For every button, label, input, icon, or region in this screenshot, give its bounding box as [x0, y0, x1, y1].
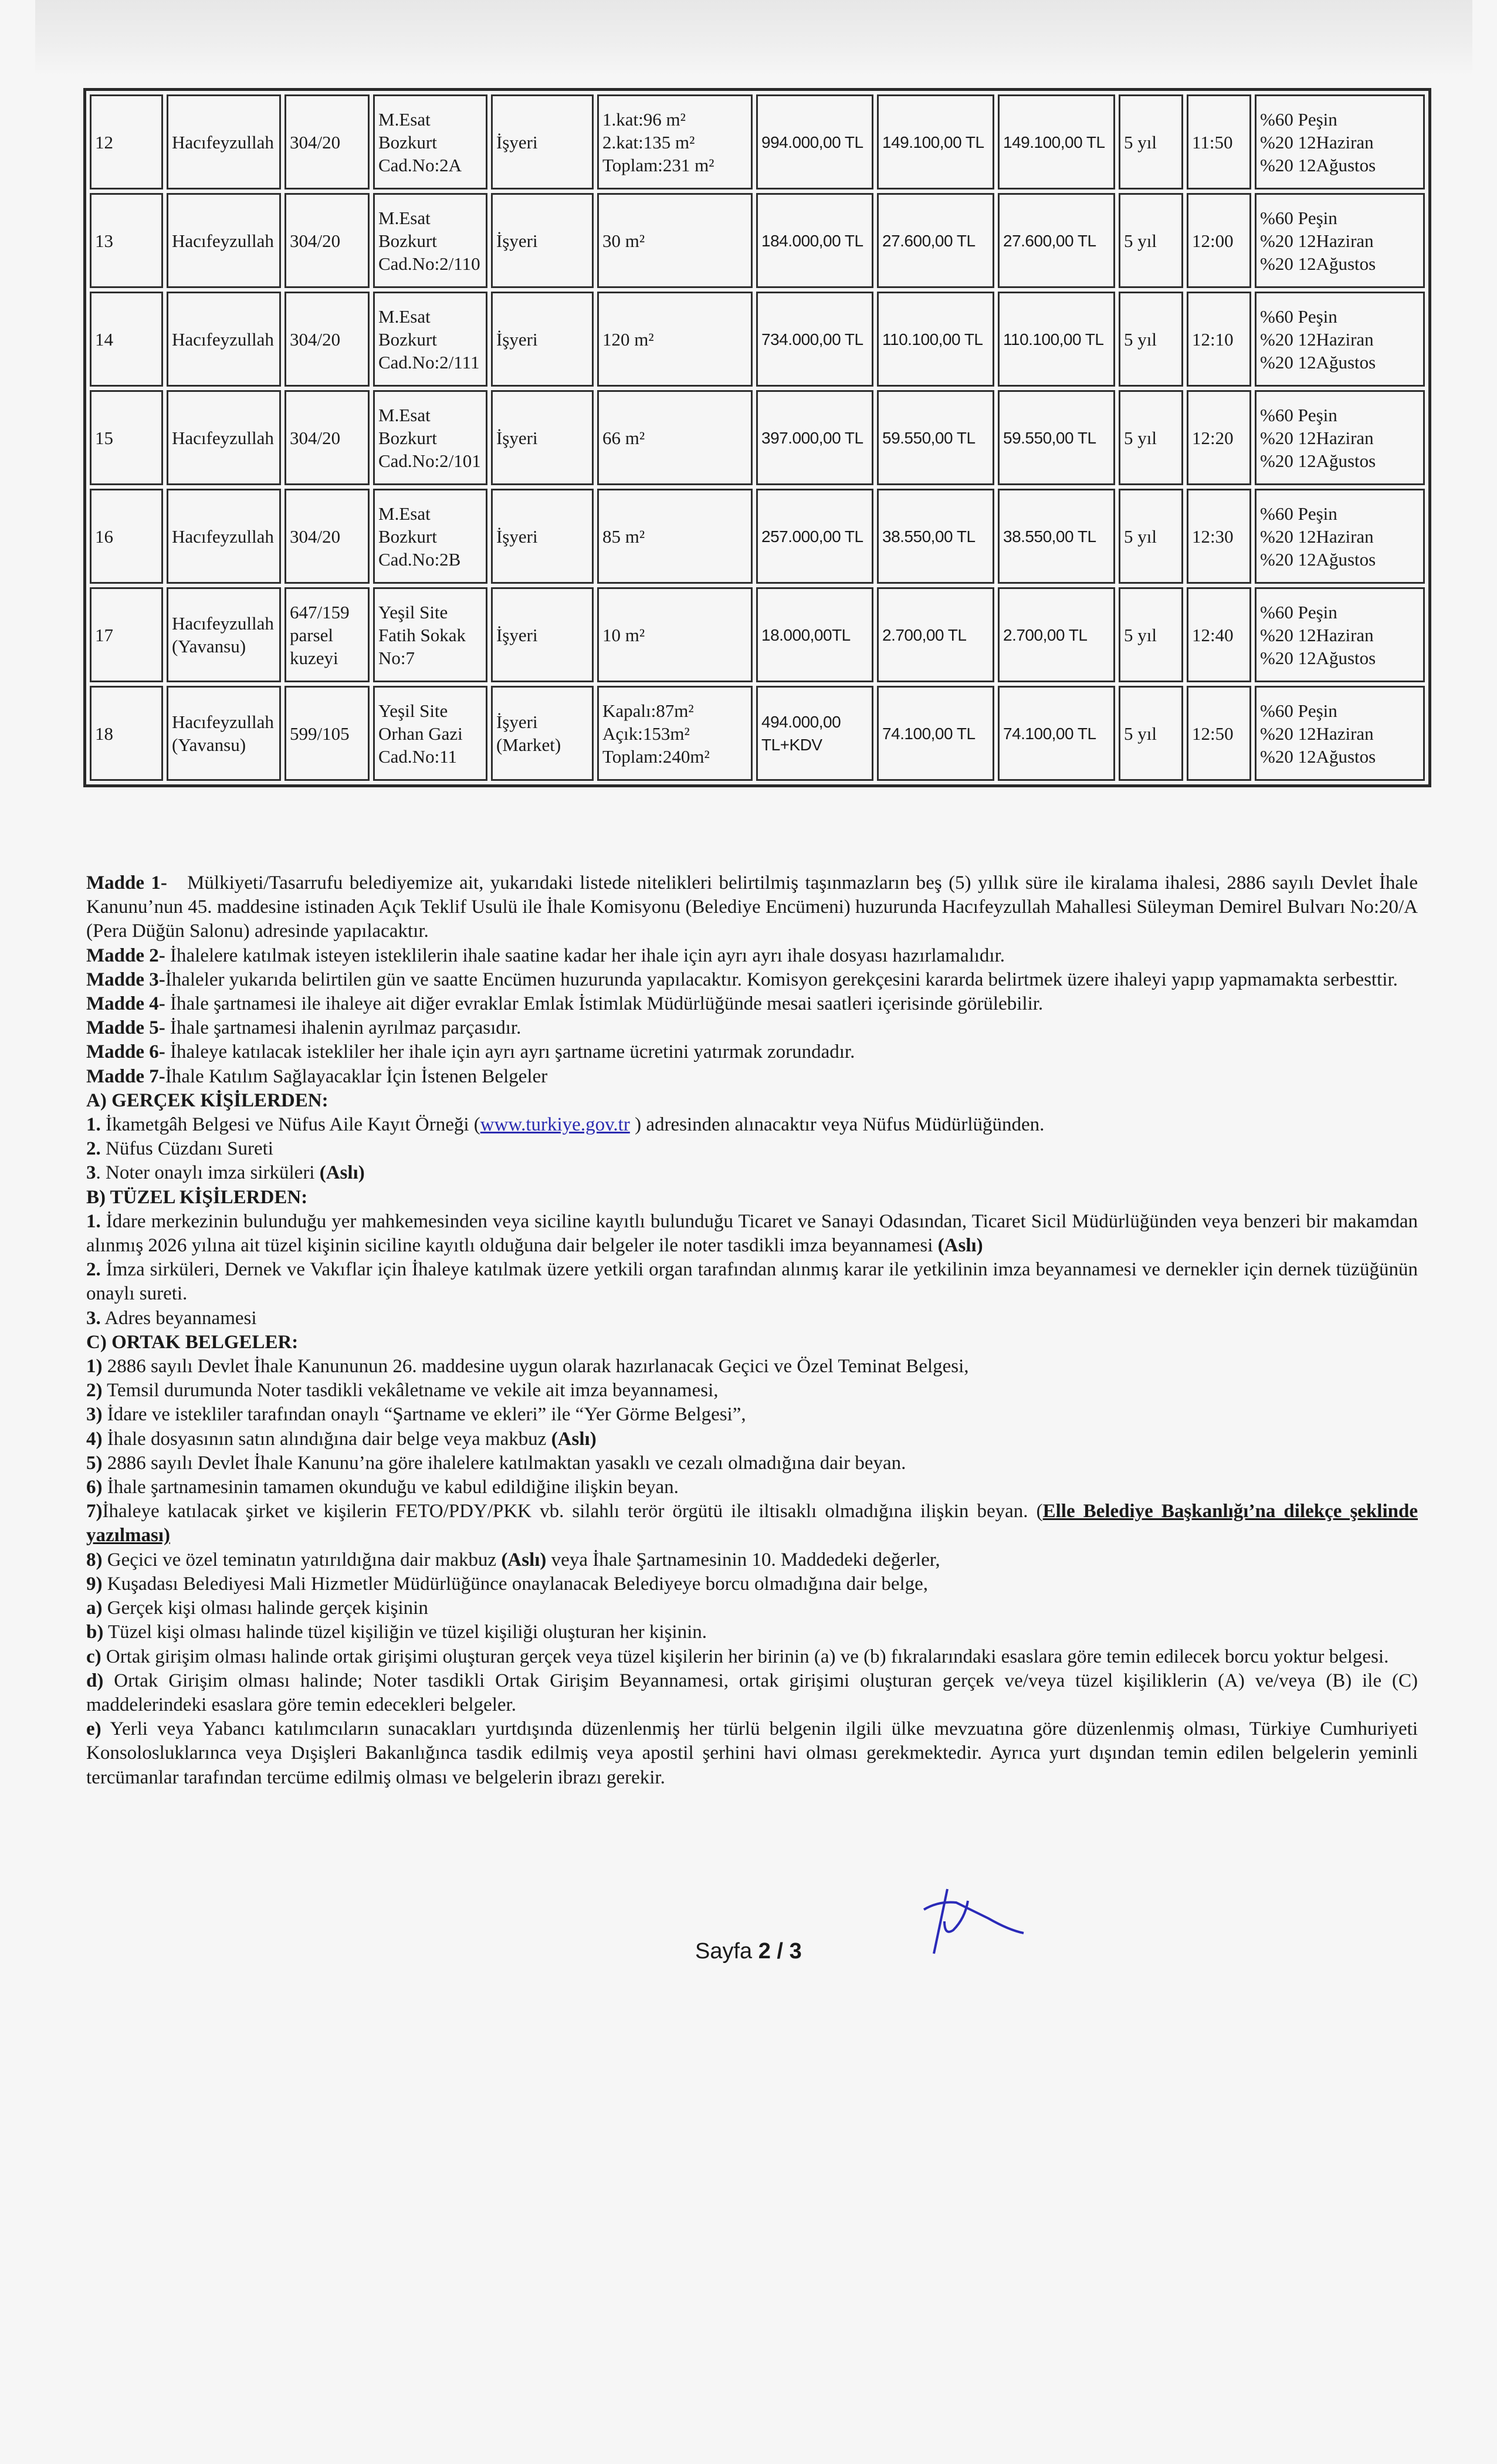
ada-parsel-line: 304/20 — [290, 329, 341, 350]
cell-sure: 5 yıl — [1119, 686, 1183, 781]
cell-saat: 11:50 — [1187, 94, 1251, 189]
table-row — [90, 686, 1425, 781]
section-c-item: 2) Temsil durumunda Noter tasdikli vekâletname ve vekile ait imza beyannamesi, — [86, 1380, 719, 1402]
ada-parsel-line: 304/20 — [290, 230, 341, 251]
cell-no: 12 — [90, 94, 163, 189]
odeme-line: %60 Peşin — [1260, 109, 1337, 130]
cell-no: 14 — [90, 292, 163, 387]
adres-line: Cad.No:2A — [378, 154, 462, 175]
madde-2: Madde 2- İhalelere katılmak isteyen isteklilerin ihale saatine kadar her ihale için ayrı ayrı ihale dosyası hazırlamalıdır. — [86, 945, 1005, 966]
cell-ada-parsel — [285, 292, 370, 387]
section-b-item: 1. İdare merkezinin bulunduğu yer mahkemesinden veya siciline kayıtlı bulunduğu Ticaret ve Sanayi Odasından, Ticaret Sicil Müdürlüğünden veya benzeri bir makamdan alınmış 2026 yılına ait tüzel kişinin siciline kayıtlı olduğuna dair belgeler ile noter tasdikli imza beyannamesi (Aslı) — [86, 1210, 1418, 1257]
cell-sure: 5 yıl — [1119, 587, 1183, 682]
cell-no: 18 — [90, 686, 163, 781]
odeme-line: %20 12Ağustos — [1260, 351, 1376, 373]
section-b-item: 2. İmza sirküleri, Dernek ve Vakıflar için İhaleye katılmak üzere yetkili organ tarafından alınmış karar ile yetkilinin imza beyannamesi ve dernekler için dernek tüzüğünün onaylı sureti. — [86, 1259, 1418, 1305]
odeme-line: %20 12Haziran — [1260, 427, 1374, 448]
ada-parsel-line: 599/105 — [290, 723, 350, 744]
madde-1: Madde 1- Mülkiyeti/Tasarrufu belediyemize ait, yukarıdaki listede nitelikleri belirtilmiş taşınmazların beş (5) yıllık süre ile kiralama ihalesi, 2886 sayılı Devlet İhale Kanunu’nun 45. maddesine istinaden Açık Teklif Usulü ile İhale Komisyonu (Belediye Encümeni) huzurunda Hacıfeyzullah Mahallesi Süleyman Demirel Bulvarı No:20/A (Pera Düğün Salonu) adresinde yapılacaktır. — [86, 872, 1418, 942]
cell-gecici-teminat: 27.600,00 TL — [877, 193, 994, 288]
cell-ozel-teminat: 38.550,00 TL — [998, 489, 1115, 584]
cell-alan — [597, 686, 753, 781]
section-c-item-8: 8) Geçici ve özel teminatın yatırıldığına dair makbuz (Aslı) veya İhale Şartnamesinin 10. Maddedeki değerler, — [86, 1549, 940, 1571]
odeme-line: %20 12Ağustos — [1260, 647, 1376, 668]
nitelik-line: İşyeri — [496, 624, 538, 645]
section-c-subitems — [86, 1596, 1418, 1790]
cell-sure: 5 yıl — [1119, 489, 1183, 584]
cell-gecici-teminat: 59.550,00 TL — [877, 390, 994, 485]
cell-adres — [373, 489, 487, 584]
cell-sure: 5 yıl — [1119, 292, 1183, 387]
section-c-subitem: a) Gerçek kişi olması halinde gerçek kişinin — [86, 1597, 428, 1619]
alan-line: Kapalı:87m² — [602, 700, 694, 721]
adres-line: Cad.No:2/110 — [378, 253, 480, 274]
cell-sure: 5 yıl — [1119, 193, 1183, 288]
cell-nitelik — [491, 292, 594, 387]
muhammen-line: 994.000,00 TL — [761, 133, 863, 151]
alan-line: 30 m² — [602, 230, 645, 251]
alan-line: 66 m² — [602, 427, 645, 448]
muhammen-line: 257.000,00 TL — [761, 527, 863, 546]
adres-line: Bozkurt — [378, 230, 437, 251]
section-a-item: 3. Noter onaylı imza sirküleri (Aslı) — [86, 1162, 365, 1184]
odeme-line: %20 12Ağustos — [1260, 549, 1376, 570]
cell-odeme — [1255, 587, 1425, 682]
cell-saat: 12:10 — [1187, 292, 1251, 387]
cell-gecici-teminat: 2.700,00 TL — [877, 587, 994, 682]
cell-sure: 5 yıl — [1119, 390, 1183, 485]
table-row — [90, 587, 1425, 682]
nitelik-line: İşyeri — [496, 230, 538, 251]
cell-ozel-teminat: 2.700,00 TL — [998, 587, 1115, 682]
table-row — [90, 390, 1425, 485]
cell-alan — [597, 94, 753, 189]
document-body — [86, 871, 1418, 1790]
cell-alan — [597, 390, 753, 485]
cell-no: 16 — [90, 489, 163, 584]
cell-muhammen-bedel — [756, 587, 873, 682]
alan-line: 10 m² — [602, 624, 645, 645]
odeme-line: %20 12Haziran — [1260, 526, 1374, 547]
cell-mahalle: Hacıfeyzullah — [167, 94, 281, 189]
adres-line: M.Esat — [378, 207, 431, 228]
odeme-line: %20 12Haziran — [1260, 230, 1374, 251]
ada-parsel-line: kuzeyi — [290, 647, 338, 668]
cell-mahalle: Hacıfeyzullah (Yavansu) — [167, 587, 281, 682]
property-table — [83, 88, 1431, 787]
section-c-item: 3) İdare ve istekliler tarafından onaylı “Şartname ve ekleri” ile “Yer Görme Belgesi”, — [86, 1404, 746, 1426]
alan-line: 1.kat:96 m² — [602, 109, 686, 130]
cell-odeme — [1255, 489, 1425, 584]
cell-muhammen-bedel — [756, 489, 873, 584]
section-c-subitem: e) Yerli veya Yabancı katılımcıların sunacakları yurtdışında düzenlenmiş her türlü belgenin ilgili ülke mevzuatına göre düzenlenmiş olması, Türkiye Cumhuriyeti Konsolosluklarınca veya Dışişleri Bakanlığınca tasdik edilmiş veya apostil şerhini havi olması gerekmektedir. Ayrıca yurt dışından temin edilen belgelerin yeminli tercümanlar tarafından tercüme edilmiş olması ve belgelerin ibrazı gerekir. — [86, 1718, 1418, 1788]
odeme-line: %20 12Haziran — [1260, 723, 1374, 744]
signature-image — [921, 1886, 1056, 1962]
cell-saat: 12:00 — [1187, 193, 1251, 288]
muhammen-line: TL+KDV — [761, 736, 822, 754]
ada-parsel-line: 647/159 — [290, 601, 350, 622]
cell-adres — [373, 292, 487, 387]
cell-no: 17 — [90, 587, 163, 682]
cell-saat: 12:30 — [1187, 489, 1251, 584]
cell-nitelik — [491, 686, 594, 781]
muhammen-line: 734.000,00 TL — [761, 330, 863, 348]
cell-odeme — [1255, 193, 1425, 288]
madde-4: Madde 4- İhale şartnamesi ile ihaleye ait diğer evraklar Emlak İstimlak Müdürlüğünde mesai saatleri içerisinde görülebilir. — [86, 993, 1044, 1015]
adres-line: M.Esat — [378, 306, 431, 327]
section-c-item-7: 7)İhaleye katılacak şirket ve kişilerin FETO/PDY/PKK vb. silahlı terör örgütü ile iltisaklı olmadığına ilişkin beyan. (Elle Belediye Başkanlığı’na dilekçe şeklinde yazılması) — [86, 1501, 1418, 1546]
cell-mahalle: Hacıfeyzullah (Yavansu) — [167, 686, 281, 781]
odeme-line: %20 12Ağustos — [1260, 450, 1376, 471]
odeme-line: %20 12Ağustos — [1260, 253, 1376, 274]
adres-line: Bozkurt — [378, 329, 437, 350]
odeme-line: %20 12Ağustos — [1260, 154, 1376, 175]
cell-nitelik — [491, 489, 594, 584]
section-c-subitem: d) Ortak Girişim olması halinde; Noter tasdikli Ortak Girişim Beyannamesi, ortak girişimi oluşturan gerçek ve/veya tüzel kişiliklerin (A) ve/veya (B) ile (C) maddelerindeki esaslara göre temin edecekleri belgeler. — [86, 1670, 1418, 1715]
cell-mahalle: Hacıfeyzullah — [167, 193, 281, 288]
muhammen-line: 494.000,00 — [761, 713, 841, 731]
madde-3: Madde 3-İhaleler yukarıda belirtilen gün ve saatte Encümen huzurunda yapılacaktır. Komisyon gerekçesini kararda belirtmek üzere ihaleyi yapıp yapmamakta serbesttir. — [86, 969, 1398, 990]
madde-7: Madde 7-İhale Katılım Sağlayacaklar İçin İstenen Belgeler — [86, 1065, 548, 1087]
alan-line: Toplam:240m² — [602, 746, 710, 767]
cell-alan — [597, 489, 753, 584]
cell-odeme — [1255, 390, 1425, 485]
cell-saat: 12:40 — [1187, 587, 1251, 682]
odeme-line: %20 12Ağustos — [1260, 746, 1376, 767]
nitelik-line: İşyeri — [496, 329, 538, 350]
nitelik-line: İşyeri — [496, 526, 538, 547]
cell-muhammen-bedel — [756, 390, 873, 485]
cell-muhammen-bedel — [756, 94, 873, 189]
adres-line: Cad.No:2/101 — [378, 450, 481, 471]
adres-line: M.Esat — [378, 109, 431, 130]
cell-adres — [373, 193, 487, 288]
cell-nitelik — [491, 94, 594, 189]
cell-muhammen-bedel — [756, 292, 873, 387]
cell-nitelik — [491, 587, 594, 682]
cell-muhammen-bedel — [756, 193, 873, 288]
cell-ozel-teminat: 74.100,00 TL — [998, 686, 1115, 781]
table-row — [90, 94, 1425, 189]
odeme-line: %60 Peşin — [1260, 404, 1337, 425]
section-b-item: 3. Adres beyannamesi — [86, 1307, 257, 1329]
adres-line: Cad.No:11 — [378, 746, 458, 767]
cell-odeme — [1255, 686, 1425, 781]
cell-mahalle: Hacıfeyzullah — [167, 489, 281, 584]
alan-line: 120 m² — [602, 329, 654, 350]
cell-muhammen-bedel — [756, 686, 873, 781]
muhammen-line: 184.000,00 TL — [761, 231, 863, 250]
table-row — [90, 489, 1425, 584]
adres-line: Orhan Gazi — [378, 723, 463, 744]
cell-ozel-teminat: 27.600,00 TL — [998, 193, 1115, 288]
madde-5: Madde 5- İhale şartnamesi ihalenin ayrılmaz parçasıdır. — [86, 1017, 521, 1039]
adres-line: Bozkurt — [378, 526, 437, 547]
adres-line: Cad.No:2B — [378, 549, 461, 570]
cell-gecici-teminat: 110.100,00 TL — [877, 292, 994, 387]
odeme-line: %60 Peşin — [1260, 207, 1337, 228]
section-c-subitem: c) Ortak girişim olması halinde ortak girişimi oluşturan gerçek veya tüzel kişilerin her birinin (a) ve (b) fıkralarındaki esaslara göre temin edilecek borcu yoktur belgesi. — [86, 1646, 1389, 1667]
turkiye-gov-link[interactable]: www.turkiye.gov.tr — [480, 1114, 630, 1136]
nitelik-line: (Market) — [496, 735, 561, 755]
section-c-item: 1) 2886 sayılı Devlet İhale Kanununun 26. maddesine uygun olarak hazırlanacak Geçici ve Özel Teminat Belgesi, — [86, 1356, 969, 1377]
alan-line: Toplam:231 m² — [602, 154, 714, 175]
odeme-line: %60 Peşin — [1260, 700, 1337, 721]
section-c-item: 5) 2886 sayılı Devlet İhale Kanunu’na göre ihalelere katılmaktan yasaklı ve cezalı olmadığına dair beyan. — [86, 1452, 906, 1474]
section-c-items — [86, 1355, 1418, 1500]
cell-mahalle: Hacıfeyzullah — [167, 390, 281, 485]
ada-parsel-line: 304/20 — [290, 427, 341, 448]
madde-6: Madde 6- İhaleye katılacak istekliler her ihale için ayrı ayrı şartname ücretini yatırmak zorundadır. — [86, 1041, 855, 1063]
adres-line: No:7 — [378, 647, 415, 668]
cell-sure: 5 yıl — [1119, 94, 1183, 189]
adres-line: Bozkurt — [378, 427, 437, 448]
cell-ada-parsel — [285, 686, 370, 781]
ada-parsel-line: 304/20 — [290, 526, 341, 547]
section-b-heading: B) TÜZEL KİŞİLERDEN: — [86, 1186, 308, 1208]
cell-ozel-teminat: 149.100,00 TL — [998, 94, 1115, 189]
adres-line: M.Esat — [378, 503, 431, 524]
cell-ada-parsel — [285, 94, 370, 189]
cell-gecici-teminat: 38.550,00 TL — [877, 489, 994, 584]
table-row — [90, 292, 1425, 387]
cell-no: 15 — [90, 390, 163, 485]
cell-alan — [597, 587, 753, 682]
odeme-line: %60 Peşin — [1260, 601, 1337, 622]
adres-line: Fatih Sokak — [378, 624, 466, 645]
section-a-item: 2. Nüfus Cüzdanı Sureti — [86, 1138, 273, 1160]
adres-line: Yeşil Site — [378, 700, 448, 721]
cell-ozel-teminat: 59.550,00 TL — [998, 390, 1115, 485]
scan-artifact — [35, 0, 1472, 76]
cell-adres — [373, 390, 487, 485]
odeme-line: %60 Peşin — [1260, 306, 1337, 327]
alan-line: 2.kat:135 m² — [602, 131, 695, 153]
adres-line: Cad.No:2/111 — [378, 351, 480, 373]
cell-no: 13 — [90, 193, 163, 288]
cell-saat: 12:50 — [1187, 686, 1251, 781]
cell-saat: 12:20 — [1187, 390, 1251, 485]
cell-odeme — [1255, 94, 1425, 189]
nitelik-line: İşyeri — [496, 712, 538, 732]
cell-odeme — [1255, 292, 1425, 387]
cell-alan — [597, 292, 753, 387]
table-row — [90, 193, 1425, 288]
ada-parsel-line: 304/20 — [290, 131, 341, 153]
section-c-item: 6) İhale şartnamesinin tamamen okunduğu ve kabul edildiğine ilişkin beyan. — [86, 1477, 679, 1498]
alan-line: 85 m² — [602, 526, 645, 547]
adres-line: M.Esat — [378, 404, 431, 425]
nitelik-line: İşyeri — [496, 131, 538, 153]
cell-gecici-teminat: 74.100,00 TL — [877, 686, 994, 781]
adres-line: Yeşil Site — [378, 601, 448, 622]
section-a-heading: A) GERÇEK KİŞİLERDEN: — [86, 1089, 328, 1111]
odeme-line: %60 Peşin — [1260, 503, 1337, 524]
cell-ada-parsel — [285, 587, 370, 682]
cell-adres — [373, 587, 487, 682]
cell-ozel-teminat: 110.100,00 TL — [998, 292, 1115, 387]
adres-line: Bozkurt — [378, 131, 437, 153]
ada-parsel-line: parsel — [290, 624, 334, 645]
cell-gecici-teminat: 149.100,00 TL — [877, 94, 994, 189]
section-a-item: 1. İkametgâh Belgesi ve Nüfus Aile Kayıt Örneği (www.turkiye.gov.tr ) adresinden alınacaktır veya Nüfus Müdürlüğünden. — [86, 1114, 1045, 1136]
section-c-item-9: 9) Kuşadası Belediyesi Mali Hizmetler Müdürlüğünce onaylanacak Belediyeye borcu olmadığına dair belge, — [86, 1573, 929, 1595]
odeme-line: %20 12Haziran — [1260, 329, 1374, 350]
section-c-item: 4) İhale dosyasının satın alındığına dair belge veya makbuz (Aslı) — [86, 1428, 597, 1450]
cell-adres — [373, 94, 487, 189]
section-c-heading: C) ORTAK BELGELER: — [86, 1331, 299, 1353]
cell-mahalle: Hacıfeyzullah — [167, 292, 281, 387]
section-c-subitem: b) Tüzel kişi olması halinde tüzel kişiliğin ve tüzel kişiliği oluşturan her kişinin. — [86, 1622, 707, 1643]
nitelik-line: İşyeri — [496, 427, 538, 448]
cell-adres — [373, 686, 487, 781]
cell-alan — [597, 193, 753, 288]
cell-ada-parsel — [285, 193, 370, 288]
cell-nitelik — [491, 193, 594, 288]
page-number: Sayfa 2 / 3 — [695, 1939, 802, 1964]
cell-ada-parsel — [285, 489, 370, 584]
odeme-line: %20 12Haziran — [1260, 131, 1374, 153]
alan-line: Açık:153m² — [602, 723, 690, 744]
muhammen-line: 18.000,00TL — [761, 625, 851, 644]
cell-ada-parsel — [285, 390, 370, 485]
odeme-line: %20 12Haziran — [1260, 624, 1374, 645]
muhammen-line: 397.000,00 TL — [761, 428, 863, 447]
cell-nitelik — [491, 390, 594, 485]
